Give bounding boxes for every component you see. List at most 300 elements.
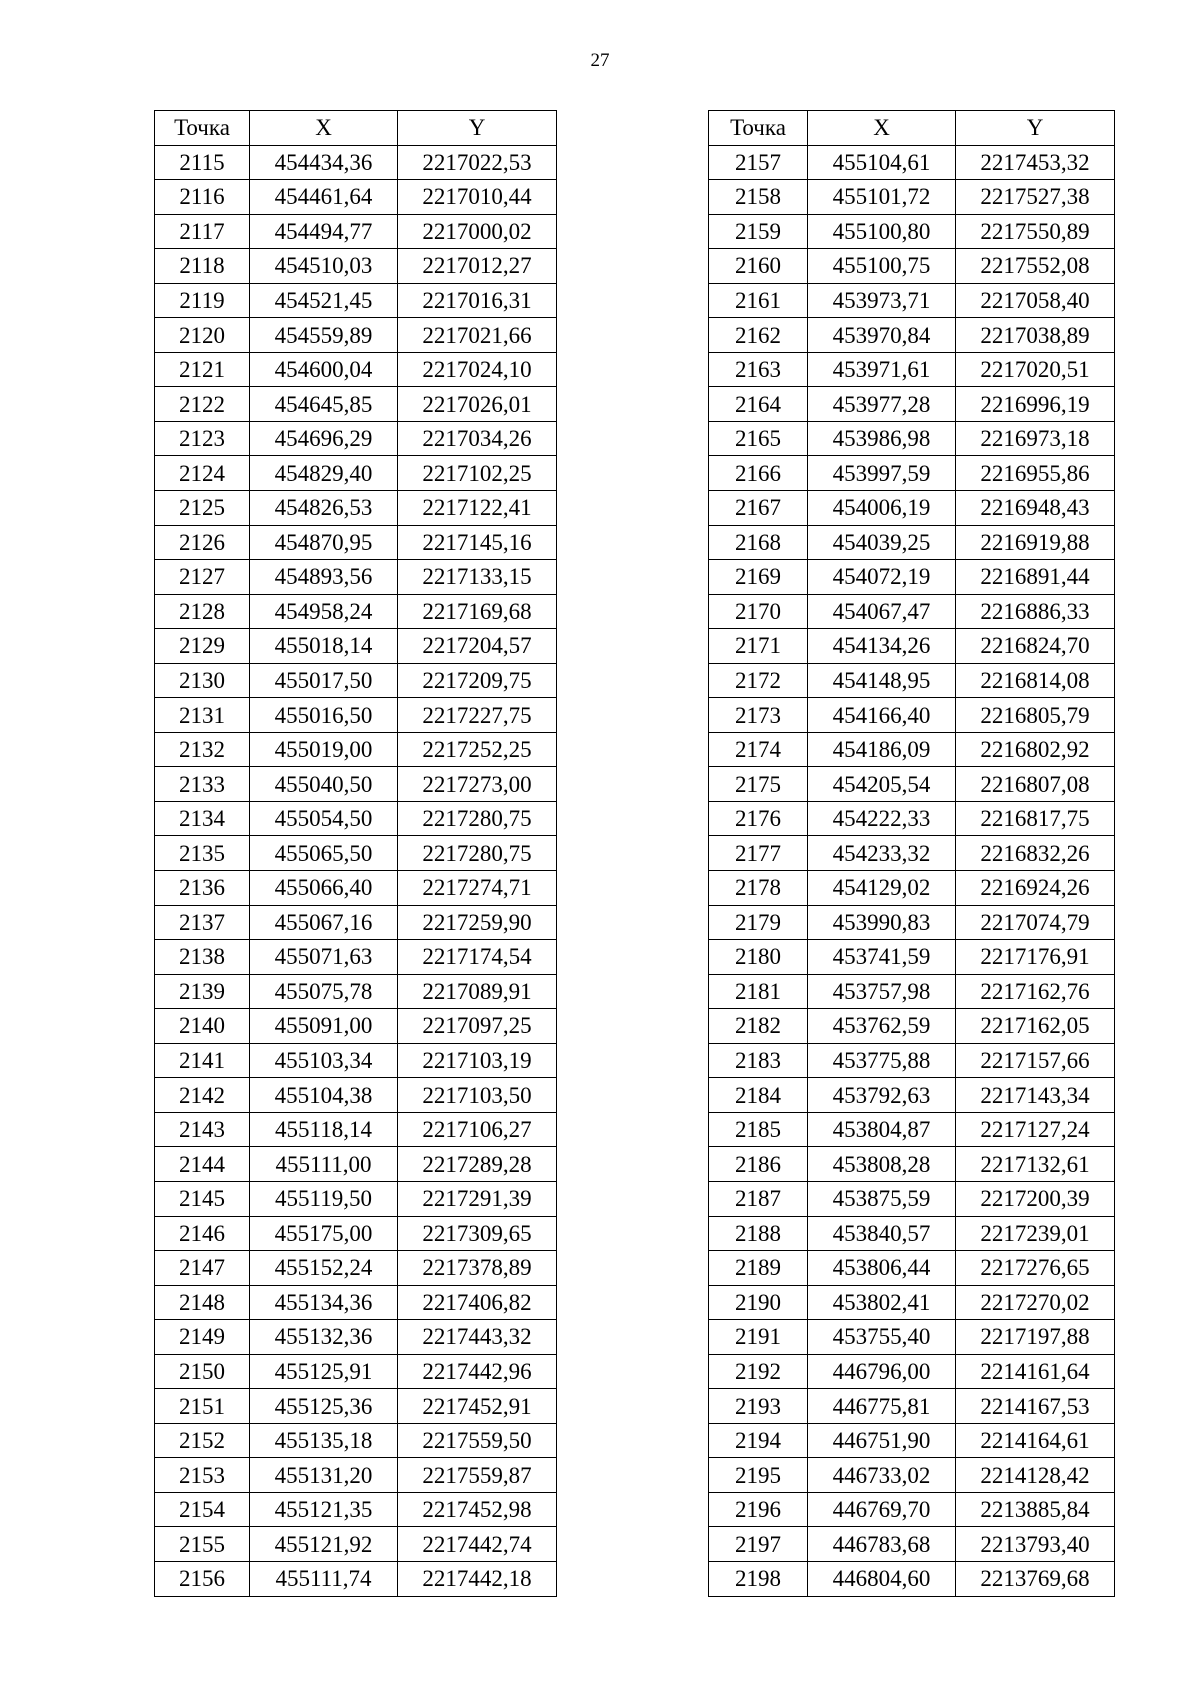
y-coordinate-cell: 2216807,08	[956, 767, 1115, 802]
table-row	[155, 1354, 557, 1389]
y-coordinate-cell: 2217442,74	[398, 1527, 557, 1562]
point-number-cell: 2144	[155, 1147, 250, 1182]
y-coordinate-cell: 2217103,50	[398, 1078, 557, 1113]
x-coordinate-cell: 455103,34	[250, 1043, 398, 1078]
table-row	[155, 283, 557, 318]
table-row	[709, 283, 1115, 318]
point-number-cell: 2140	[155, 1009, 250, 1044]
point-number-cell: 2168	[709, 525, 808, 560]
x-coordinate-cell: 455131,20	[250, 1458, 398, 1493]
x-coordinate-cell: 453970,84	[808, 318, 956, 353]
x-coordinate-cell: 446751,90	[808, 1423, 956, 1458]
point-number-cell: 2125	[155, 491, 250, 526]
table-row	[709, 974, 1115, 1009]
table-row	[709, 629, 1115, 664]
y-coordinate-cell: 2216805,79	[956, 698, 1115, 733]
table-row	[155, 1561, 557, 1596]
table-row	[709, 560, 1115, 595]
point-number-cell: 2138	[155, 940, 250, 975]
table-row	[155, 318, 557, 353]
point-number-cell: 2171	[709, 629, 808, 664]
point-number-cell: 2195	[709, 1458, 808, 1493]
table-row	[155, 249, 557, 284]
x-coordinate-cell: 446733,02	[808, 1458, 956, 1493]
y-coordinate-cell: 2217102,25	[398, 456, 557, 491]
y-coordinate-cell: 2217176,91	[956, 940, 1115, 975]
x-coordinate-cell: 453792,63	[808, 1078, 956, 1113]
y-coordinate-cell: 2217010,44	[398, 180, 557, 215]
x-coordinate-cell: 454434,36	[250, 145, 398, 180]
point-number-cell: 2126	[155, 525, 250, 560]
y-coordinate-cell: 2217442,18	[398, 1561, 557, 1596]
table-row	[709, 836, 1115, 871]
y-coordinate-cell: 2216814,08	[956, 663, 1115, 698]
x-coordinate-cell: 455071,63	[250, 940, 398, 975]
x-coordinate-cell: 453997,59	[808, 456, 956, 491]
y-coordinate-cell: 2217133,15	[398, 560, 557, 595]
y-coordinate-cell: 2217143,34	[956, 1078, 1115, 1113]
table-row	[709, 1527, 1115, 1562]
y-coordinate-cell: 2217145,16	[398, 525, 557, 560]
x-coordinate-cell: 453741,59	[808, 940, 956, 975]
point-number-cell: 2172	[709, 663, 808, 698]
table-row	[709, 1285, 1115, 1320]
x-coordinate-cell: 454166,40	[808, 698, 956, 733]
table-row	[709, 525, 1115, 560]
y-coordinate-cell: 2217280,75	[398, 801, 557, 836]
y-coordinate-cell: 2213793,40	[956, 1527, 1115, 1562]
table-row	[709, 1147, 1115, 1182]
x-coordinate-cell: 454826,53	[250, 491, 398, 526]
point-number-cell: 2143	[155, 1112, 250, 1147]
x-coordinate-cell: 453840,57	[808, 1216, 956, 1251]
table-row	[155, 1389, 557, 1424]
y-coordinate-cell: 2217274,71	[398, 871, 557, 906]
x-coordinate-cell: 453808,28	[808, 1147, 956, 1182]
point-number-cell: 2194	[709, 1423, 808, 1458]
column-header-x: X	[808, 111, 956, 146]
point-number-cell: 2124	[155, 456, 250, 491]
point-number-cell: 2178	[709, 871, 808, 906]
point-number-cell: 2190	[709, 1285, 808, 1320]
table-row	[709, 1561, 1115, 1596]
table-row	[709, 871, 1115, 906]
y-coordinate-cell: 2216802,92	[956, 732, 1115, 767]
point-number-cell: 2164	[709, 387, 808, 422]
x-coordinate-cell: 455104,61	[808, 145, 956, 180]
point-number-cell: 2181	[709, 974, 808, 1009]
point-number-cell: 2186	[709, 1147, 808, 1182]
y-coordinate-cell: 2217157,66	[956, 1043, 1115, 1078]
x-coordinate-cell: 454893,56	[250, 560, 398, 595]
table-row	[709, 1009, 1115, 1044]
table-row	[155, 352, 557, 387]
y-coordinate-cell: 2216919,88	[956, 525, 1115, 560]
y-coordinate-cell: 2216817,75	[956, 801, 1115, 836]
table-row	[155, 1112, 557, 1147]
table-row	[155, 214, 557, 249]
y-coordinate-cell: 2217442,96	[398, 1354, 557, 1389]
point-number-cell: 2130	[155, 663, 250, 698]
table-row	[155, 1527, 557, 1562]
table-row	[155, 1147, 557, 1182]
y-coordinate-cell: 2217452,98	[398, 1492, 557, 1527]
y-coordinate-cell: 2217239,01	[956, 1216, 1115, 1251]
x-coordinate-cell: 453971,61	[808, 352, 956, 387]
x-coordinate-cell: 454148,95	[808, 663, 956, 698]
table-header-row	[155, 111, 557, 146]
y-coordinate-cell: 2217527,38	[956, 180, 1115, 215]
table-row	[155, 767, 557, 802]
point-number-cell: 2187	[709, 1181, 808, 1216]
x-coordinate-cell: 454645,85	[250, 387, 398, 422]
x-coordinate-cell: 455121,92	[250, 1527, 398, 1562]
y-coordinate-cell: 2217024,10	[398, 352, 557, 387]
table-row	[709, 663, 1115, 698]
x-coordinate-cell: 454039,25	[808, 525, 956, 560]
point-number-cell: 2191	[709, 1320, 808, 1355]
x-coordinate-cell: 455066,40	[250, 871, 398, 906]
point-number-cell: 2141	[155, 1043, 250, 1078]
point-number-cell: 2123	[155, 421, 250, 456]
point-number-cell: 2179	[709, 905, 808, 940]
x-coordinate-cell: 455118,14	[250, 1112, 398, 1147]
x-coordinate-cell: 455101,72	[808, 180, 956, 215]
y-coordinate-cell: 2217000,02	[398, 214, 557, 249]
point-number-cell: 2133	[155, 767, 250, 802]
x-coordinate-cell: 455100,80	[808, 214, 956, 249]
y-coordinate-cell: 2214128,42	[956, 1458, 1115, 1493]
y-coordinate-cell: 2217021,66	[398, 318, 557, 353]
column-header-point: Точка	[155, 111, 250, 146]
point-number-cell: 2149	[155, 1320, 250, 1355]
y-coordinate-cell: 2216948,43	[956, 491, 1115, 526]
table-row	[155, 1320, 557, 1355]
x-coordinate-cell: 454559,89	[250, 318, 398, 353]
point-number-cell: 2182	[709, 1009, 808, 1044]
x-coordinate-cell: 455111,00	[250, 1147, 398, 1182]
y-coordinate-cell: 2217106,27	[398, 1112, 557, 1147]
point-number-cell: 2184	[709, 1078, 808, 1113]
y-coordinate-cell: 2217020,51	[956, 352, 1115, 387]
point-number-cell: 2150	[155, 1354, 250, 1389]
point-number-cell: 2151	[155, 1389, 250, 1424]
table-row	[155, 1009, 557, 1044]
x-coordinate-cell: 454461,64	[250, 180, 398, 215]
table-row	[709, 421, 1115, 456]
x-coordinate-cell: 446769,70	[808, 1492, 956, 1527]
table-row	[709, 732, 1115, 767]
y-coordinate-cell: 2214164,61	[956, 1423, 1115, 1458]
y-coordinate-cell: 2217204,57	[398, 629, 557, 664]
table-row	[155, 1181, 557, 1216]
x-coordinate-cell: 453990,83	[808, 905, 956, 940]
y-coordinate-cell: 2217038,89	[956, 318, 1115, 353]
x-coordinate-cell: 454129,02	[808, 871, 956, 906]
point-number-cell: 2156	[155, 1561, 250, 1596]
point-number-cell: 2188	[709, 1216, 808, 1251]
x-coordinate-cell: 454494,77	[250, 214, 398, 249]
table-row	[155, 698, 557, 733]
x-coordinate-cell: 455017,50	[250, 663, 398, 698]
table-row	[155, 491, 557, 526]
point-number-cell: 2152	[155, 1423, 250, 1458]
y-coordinate-cell: 2214167,53	[956, 1389, 1115, 1424]
y-coordinate-cell: 2213769,68	[956, 1561, 1115, 1596]
y-coordinate-cell: 2217127,24	[956, 1112, 1115, 1147]
point-number-cell: 2160	[709, 249, 808, 284]
point-number-cell: 2142	[155, 1078, 250, 1113]
point-number-cell: 2196	[709, 1492, 808, 1527]
y-coordinate-cell: 2216824,70	[956, 629, 1115, 664]
table-row	[155, 1251, 557, 1286]
point-number-cell: 2137	[155, 905, 250, 940]
point-number-cell: 2176	[709, 801, 808, 836]
x-coordinate-cell: 454233,32	[808, 836, 956, 871]
x-coordinate-cell: 455111,74	[250, 1561, 398, 1596]
y-coordinate-cell: 2216955,86	[956, 456, 1115, 491]
point-number-cell: 2175	[709, 767, 808, 802]
point-number-cell: 2193	[709, 1389, 808, 1424]
x-coordinate-cell: 455040,50	[250, 767, 398, 802]
table-row	[155, 1216, 557, 1251]
table-row	[155, 421, 557, 456]
x-coordinate-cell: 455019,00	[250, 732, 398, 767]
table-row	[709, 1458, 1115, 1493]
table-row	[155, 940, 557, 975]
y-coordinate-cell: 2217443,32	[398, 1320, 557, 1355]
x-coordinate-cell: 454521,45	[250, 283, 398, 318]
point-number-cell: 2127	[155, 560, 250, 595]
table-row	[709, 905, 1115, 940]
x-coordinate-cell: 454072,19	[808, 560, 956, 595]
table-row	[709, 387, 1115, 422]
table-row	[155, 525, 557, 560]
x-coordinate-cell: 454696,29	[250, 421, 398, 456]
point-number-cell: 2197	[709, 1527, 808, 1562]
x-coordinate-cell: 454205,54	[808, 767, 956, 802]
point-number-cell: 2147	[155, 1251, 250, 1286]
y-coordinate-cell: 2217552,08	[956, 249, 1115, 284]
table-row	[155, 801, 557, 836]
y-coordinate-cell: 2216886,33	[956, 594, 1115, 629]
point-number-cell: 2129	[155, 629, 250, 664]
y-coordinate-cell: 2217378,89	[398, 1251, 557, 1286]
x-coordinate-cell: 455104,38	[250, 1078, 398, 1113]
table-row	[155, 1423, 557, 1458]
y-coordinate-cell: 2217026,01	[398, 387, 557, 422]
point-number-cell: 2165	[709, 421, 808, 456]
y-coordinate-cell: 2217559,50	[398, 1423, 557, 1458]
point-number-cell: 2189	[709, 1251, 808, 1286]
x-coordinate-cell: 455016,50	[250, 698, 398, 733]
x-coordinate-cell: 455018,14	[250, 629, 398, 664]
table-row	[155, 663, 557, 698]
table-header-row	[709, 111, 1115, 146]
table-row	[155, 387, 557, 422]
x-coordinate-cell: 455152,24	[250, 1251, 398, 1286]
y-coordinate-cell: 2217273,00	[398, 767, 557, 802]
x-coordinate-cell: 455067,16	[250, 905, 398, 940]
x-coordinate-cell: 455135,18	[250, 1423, 398, 1458]
y-coordinate-cell: 2217289,28	[398, 1147, 557, 1182]
x-coordinate-cell: 455125,91	[250, 1354, 398, 1389]
table-row	[709, 801, 1115, 836]
point-number-cell: 2134	[155, 801, 250, 836]
x-coordinate-cell: 454186,09	[808, 732, 956, 767]
x-coordinate-cell: 455054,50	[250, 801, 398, 836]
x-coordinate-cell: 455175,00	[250, 1216, 398, 1251]
x-coordinate-cell: 454006,19	[808, 491, 956, 526]
y-coordinate-cell: 2217122,41	[398, 491, 557, 526]
y-coordinate-cell: 2217276,65	[956, 1251, 1115, 1286]
point-number-cell: 2145	[155, 1181, 250, 1216]
y-coordinate-cell: 2217162,05	[956, 1009, 1115, 1044]
x-coordinate-cell: 455065,50	[250, 836, 398, 871]
column-header-y: Y	[956, 111, 1115, 146]
table-row	[155, 145, 557, 180]
y-coordinate-cell: 2217452,91	[398, 1389, 557, 1424]
y-coordinate-cell: 2217259,90	[398, 905, 557, 940]
point-number-cell: 2121	[155, 352, 250, 387]
x-coordinate-cell: 446796,00	[808, 1354, 956, 1389]
table-row	[709, 352, 1115, 387]
point-number-cell: 2155	[155, 1527, 250, 1562]
table-row	[155, 871, 557, 906]
x-coordinate-cell: 453804,87	[808, 1112, 956, 1147]
y-coordinate-cell: 2217453,32	[956, 145, 1115, 180]
y-coordinate-cell: 2217132,61	[956, 1147, 1115, 1182]
point-number-cell: 2115	[155, 145, 250, 180]
y-coordinate-cell: 2217559,87	[398, 1458, 557, 1493]
table-row	[155, 974, 557, 1009]
point-number-cell: 2116	[155, 180, 250, 215]
table-row	[155, 594, 557, 629]
table-row	[155, 1285, 557, 1320]
y-coordinate-cell: 2217200,39	[956, 1181, 1115, 1216]
page-number: 27	[590, 50, 610, 71]
point-number-cell: 2157	[709, 145, 808, 180]
y-coordinate-cell: 2216832,26	[956, 836, 1115, 871]
point-number-cell: 2174	[709, 732, 808, 767]
x-coordinate-cell: 446804,60	[808, 1561, 956, 1596]
x-coordinate-cell: 453875,59	[808, 1181, 956, 1216]
table-row	[709, 491, 1115, 526]
y-coordinate-cell: 2213885,84	[956, 1492, 1115, 1527]
coordinates-table-right	[708, 110, 1115, 1597]
y-coordinate-cell: 2217016,31	[398, 283, 557, 318]
y-coordinate-cell: 2216973,18	[956, 421, 1115, 456]
point-number-cell: 2132	[155, 732, 250, 767]
coordinates-table-left	[154, 110, 557, 1597]
point-number-cell: 2166	[709, 456, 808, 491]
point-number-cell: 2162	[709, 318, 808, 353]
point-number-cell: 2192	[709, 1354, 808, 1389]
point-number-cell: 2177	[709, 836, 808, 871]
x-coordinate-cell: 453977,28	[808, 387, 956, 422]
y-coordinate-cell: 2217209,75	[398, 663, 557, 698]
x-coordinate-cell: 453757,98	[808, 974, 956, 1009]
y-coordinate-cell: 2217012,27	[398, 249, 557, 284]
y-coordinate-cell: 2217074,79	[956, 905, 1115, 940]
table-row	[709, 940, 1115, 975]
y-coordinate-cell: 2217550,89	[956, 214, 1115, 249]
table-row	[709, 1043, 1115, 1078]
x-coordinate-cell: 454958,24	[250, 594, 398, 629]
point-number-cell: 2118	[155, 249, 250, 284]
point-number-cell: 2180	[709, 940, 808, 975]
column-header-x: X	[250, 111, 398, 146]
table-row	[155, 180, 557, 215]
y-coordinate-cell: 2217022,53	[398, 145, 557, 180]
x-coordinate-cell: 453986,98	[808, 421, 956, 456]
point-number-cell: 2135	[155, 836, 250, 871]
point-number-cell: 2122	[155, 387, 250, 422]
y-coordinate-cell: 2217162,76	[956, 974, 1115, 1009]
table-row	[709, 249, 1115, 284]
y-coordinate-cell: 2217291,39	[398, 1181, 557, 1216]
x-coordinate-cell: 453762,59	[808, 1009, 956, 1044]
x-coordinate-cell: 453806,44	[808, 1251, 956, 1286]
table-row	[709, 1423, 1115, 1458]
table-row	[709, 1320, 1115, 1355]
y-coordinate-cell: 2214161,64	[956, 1354, 1115, 1389]
x-coordinate-cell: 453973,71	[808, 283, 956, 318]
table-row	[709, 1389, 1115, 1424]
y-coordinate-cell: 2217103,19	[398, 1043, 557, 1078]
y-coordinate-cell: 2217034,26	[398, 421, 557, 456]
y-coordinate-cell: 2217097,25	[398, 1009, 557, 1044]
x-coordinate-cell: 455119,50	[250, 1181, 398, 1216]
point-number-cell: 2183	[709, 1043, 808, 1078]
y-coordinate-cell: 2217058,40	[956, 283, 1115, 318]
x-coordinate-cell: 454222,33	[808, 801, 956, 836]
x-coordinate-cell: 455132,36	[250, 1320, 398, 1355]
y-coordinate-cell: 2216891,44	[956, 560, 1115, 595]
table-row	[155, 1043, 557, 1078]
point-number-cell: 2119	[155, 283, 250, 318]
x-coordinate-cell: 454134,26	[808, 629, 956, 664]
x-coordinate-cell: 446775,81	[808, 1389, 956, 1424]
table-row	[709, 767, 1115, 802]
table-row	[709, 1181, 1115, 1216]
table-row	[155, 905, 557, 940]
table-row	[709, 1078, 1115, 1113]
table-row	[709, 145, 1115, 180]
point-number-cell: 2153	[155, 1458, 250, 1493]
point-number-cell: 2117	[155, 214, 250, 249]
point-number-cell: 2131	[155, 698, 250, 733]
table-row	[155, 629, 557, 664]
point-number-cell: 2163	[709, 352, 808, 387]
x-coordinate-cell: 453775,88	[808, 1043, 956, 1078]
x-coordinate-cell: 455121,35	[250, 1492, 398, 1527]
point-number-cell: 2173	[709, 698, 808, 733]
point-number-cell: 2139	[155, 974, 250, 1009]
table-row	[709, 594, 1115, 629]
y-coordinate-cell: 2216996,19	[956, 387, 1115, 422]
point-number-cell: 2185	[709, 1112, 808, 1147]
x-coordinate-cell: 454510,03	[250, 249, 398, 284]
y-coordinate-cell: 2217309,65	[398, 1216, 557, 1251]
y-coordinate-cell: 2217227,75	[398, 698, 557, 733]
table-row	[709, 1354, 1115, 1389]
table-row	[709, 1492, 1115, 1527]
x-coordinate-cell: 446783,68	[808, 1527, 956, 1562]
table-row	[155, 560, 557, 595]
point-number-cell: 2170	[709, 594, 808, 629]
y-coordinate-cell: 2216924,26	[956, 871, 1115, 906]
